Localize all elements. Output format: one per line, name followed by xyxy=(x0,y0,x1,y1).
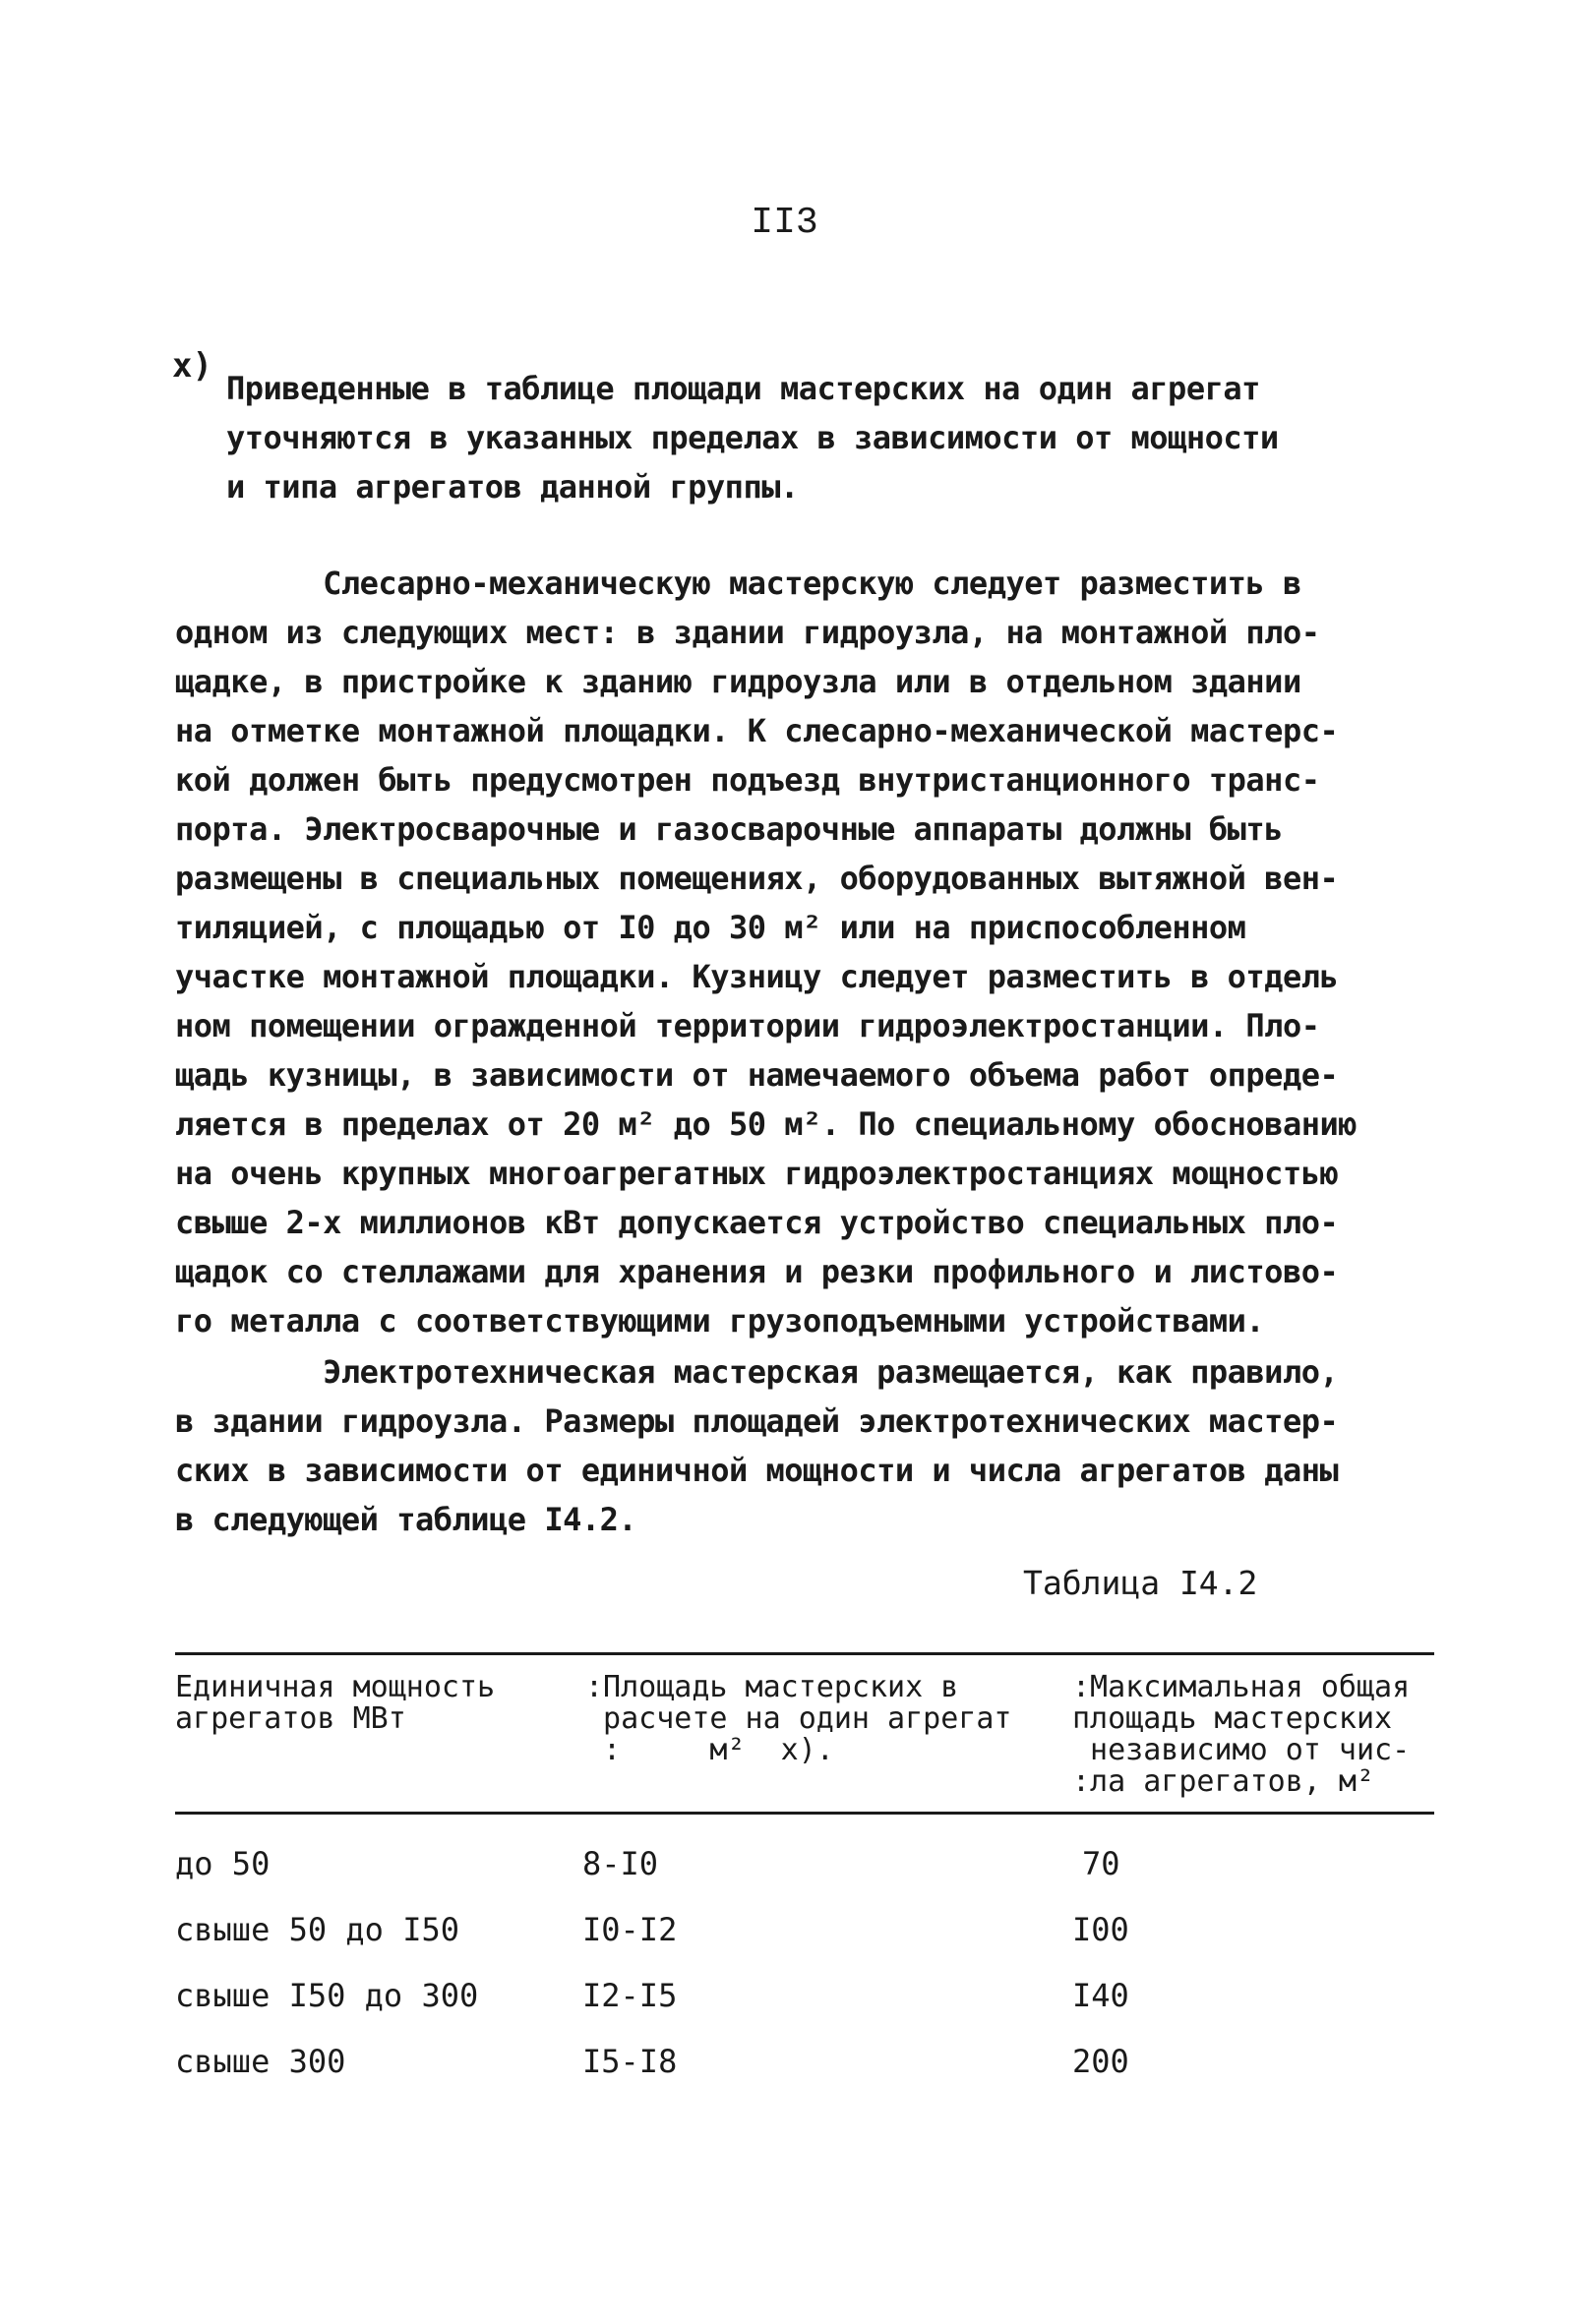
table-header-area-per-unit: :Площадь мастерских в расчете на один агрегат : м² x). xyxy=(585,1670,1012,1767)
table-cell-power: до 50 xyxy=(175,1845,271,1882)
paragraph-line: щадке, в пристройке к зданию гидроузла или в отдельном здании xyxy=(175,663,1301,700)
paragraph-line: Слесарно-механическую мастерскую следует разместить в xyxy=(175,565,1301,602)
paragraph-line: на отметке монтажной площадки. К слесарно-механической мастерс- xyxy=(175,712,1339,749)
table-top-rule xyxy=(175,1652,1434,1655)
paragraph-line: ских в зависимости от единичной мощности и числа агрегатов даны xyxy=(175,1452,1339,1489)
table-cell-area: I2-I5 xyxy=(582,1977,678,2014)
table-cell-max-area: I00 xyxy=(1072,1911,1129,1948)
paragraph-line: в здании гидроузла. Размеры площадей электротехнических мастер- xyxy=(175,1402,1339,1440)
paragraph-line: в следующей таблице I4.2. xyxy=(175,1501,637,1538)
table-cell-power: свыше 50 до I50 xyxy=(175,1911,459,1948)
footnote-line: и типа агрегатов данной группы. xyxy=(226,468,799,506)
table-cell-max-area: 70 xyxy=(1082,1845,1120,1882)
table-caption: Таблица I4.2 xyxy=(1023,1564,1258,1602)
table-header-rule xyxy=(175,1812,1434,1815)
table-cell-area: 8-I0 xyxy=(582,1845,659,1882)
paragraph-line: щадок со стеллажами для хранения и резки профильного и листово- xyxy=(175,1253,1339,1290)
paragraph-line: участке монтажной площадки. Кузницу следует разместить в отдель xyxy=(175,958,1339,995)
paragraph-line: размещены в специальных помещениях, оборудованных вытяжной вен- xyxy=(175,860,1339,897)
table-cell-max-area: I40 xyxy=(1072,1977,1129,2014)
paragraph-workshop-mechanical xyxy=(175,559,1357,1345)
paragraph-line: го металла с соответствующими грузоподъемными устройствами. xyxy=(175,1302,1265,1340)
paragraph-line: кой должен быть предусмотрен подъезд внутристанционного транс- xyxy=(175,761,1320,799)
table-cell-max-area: 200 xyxy=(1072,2043,1129,2080)
paragraph-line: щадь кузницы, в зависимости от намечаемого объема работ опреде- xyxy=(175,1056,1339,1094)
table-cell-area: I5-I8 xyxy=(582,2043,678,2080)
footnote-text xyxy=(226,364,1279,511)
paragraph-line: Электротехническая мастерская размещается, как правило, xyxy=(175,1353,1339,1391)
paragraph-line: ном помещении огражденной территории гидроэлектростанции. Пло- xyxy=(175,1007,1320,1044)
page-number: II3 xyxy=(751,202,818,244)
table-header-unit-power: Единичная мощность агрегатов МВт xyxy=(175,1670,496,1736)
paragraph-line: тиляцией, с площадью от I0 до 30 м² или на приспособленном xyxy=(175,909,1246,946)
table-cell-power: свыше 300 xyxy=(175,2043,346,2080)
paragraph-workshop-electrical xyxy=(175,1347,1338,1544)
paragraph-line: ляется в пределах от 20 м² до 50 м². По специальному обоснованию xyxy=(175,1105,1357,1143)
footnote-line: уточняются в указанных пределах в зависимости от мощности xyxy=(226,419,1279,456)
paragraph-line: одном из следующих мест: в здании гидроузла, на монтажной пло- xyxy=(175,614,1320,651)
footnote-line: Приведенные в таблице площади мастерских на один агрегат xyxy=(226,370,1260,407)
table-cell-area: I0-I2 xyxy=(582,1911,678,1948)
paragraph-line: на очень крупных многоагрегатных гидроэлектростанциях мощностью xyxy=(175,1155,1339,1192)
table-header-max-total-area: :Максимальная общая площадь мастерских независимо от чис- :ла агрегатов, м² xyxy=(1072,1670,1411,1799)
table-cell-power: свыше I50 до 300 xyxy=(175,1977,479,2014)
paragraph-line: свыше 2-х миллионов кВт допускается устройство специальных пло- xyxy=(175,1204,1339,1241)
paragraph-line: порта. Электросварочные и газосварочные аппараты должны быть xyxy=(175,810,1283,848)
footnote-marker: x) xyxy=(172,346,212,386)
